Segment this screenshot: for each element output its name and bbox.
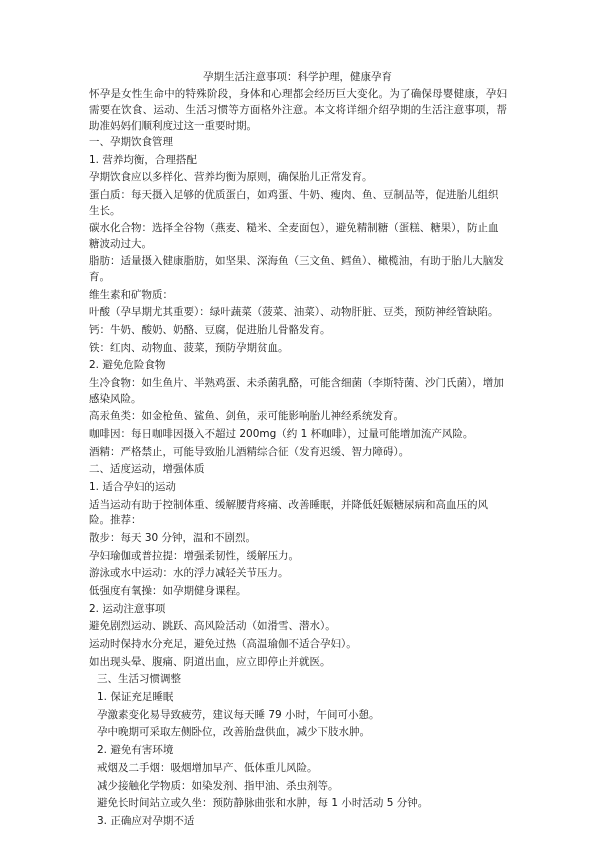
subsection-heading: 2. 运动注意事项 [89,602,166,615]
paragraph: 避免长时间站立或久坐：预防静脉曲张和水肿，每 1 小时活动 5 分钟。 [97,797,429,810]
document-body [89,135,507,832]
subsection-heading: 1. 营养均衡，合理搭配 [89,153,197,166]
paragraph: 孕期饮食应以多样化、营养均衡为原则，确保胎儿正常发育。 [89,171,373,184]
paragraph: 碳水化合物：选择全谷物（燕麦、糙米、全麦面包），避免精制糖（蛋糕、糖果），防止血糖波动过大。 [89,222,499,250]
paragraph: 蛋白质：每天摄入足够的优质蛋白，如鸡蛋、牛奶、瘦肉、鱼、豆制品等，促进胎儿组织生长。 [89,189,499,217]
paragraph: 避免剧烈运动、跳跃、高风险活动（如滑雪、潜水）。 [89,620,336,633]
paragraph: 低强度有氧操：如孕期健身课程。 [89,584,247,597]
paragraph: 脂肪：适量摄入健康脂肪，如坚果、深海鱼（三文鱼、鳕鱼）、橄榄油，有助于胎儿大脑发育。 [89,255,504,283]
paragraph: 戒烟及二手烟：吸烟增加早产、低体重儿风险。 [97,761,318,774]
paragraph: 孕激素变化易导致疲劳，建议每天睡 79 小时，午间可小憩。 [97,708,380,721]
document-title: 孕期生活注意事项：科学护理，健康孕育 [203,71,392,83]
paragraph: 酒精：严格禁止，可能导致胎儿酒精综合征（发育迟缓、智力障碍）。 [89,445,410,458]
subsection-heading: 3. 正确应对孕期不适 [97,814,195,827]
paragraph: 咖啡因：每日咖啡因摄入不超过 200mg（约 1 杯咖啡），过量可能增加流产风险。 [89,427,474,440]
paragraph: 铁：红肉、动物血、菠菜，预防孕期贫血。 [89,341,289,354]
section-heading: 二、适度运动，增强体质 [89,463,205,476]
paragraph: 钙：牛奶、酸奶、奶酪、豆腐，促进胎儿骨骼发育。 [89,324,331,336]
paragraph: 孕中晚期可采取左侧卧位，改善胎盘供血，减少下肢水肿。 [97,726,370,739]
paragraph: 孕妇瑜伽或普拉提：增强柔韧性，缓解压力。 [89,549,299,562]
paragraph: 高汞鱼类：如金枪鱼、鲨鱼、剑鱼，汞可能影响胎儿神经系统发育。 [89,410,404,423]
paragraph: 生冷食物：如生鱼片、半熟鸡蛋、未杀菌乳酪，可能含细菌（李斯特菌、沙门氏菌），增加感染风险。 [89,377,504,405]
paragraph: 叶酸（孕早期尤其重要）：绿叶蔬菜（菠菜、油菜）、动物肝脏、豆类，预防神经管缺陷。 [89,306,499,319]
paragraph: 减少接触化学物质：如染发剂、指甲油、杀虫剂等。 [97,779,339,792]
subsection-heading: 1. 适合孕妇的运动 [89,481,176,493]
paragraph: 游泳或水中运动：水的浮力减轻关节压力。 [89,567,289,580]
paragraph: 散步：每天 30 分钟，温和不剧烈。 [89,531,257,544]
paragraph: 适当运动有助于控制体重、缓解腰背疼痛、改善睡眠，并降低妊娠糖尿病和高血压的风险。推荐： [89,498,488,527]
section-heading: 三、生活习惯调整 [97,673,181,686]
paragraph: 运动时保持水分充足，避免过热（高温瑜伽不适合孕妇）。 [89,638,357,650]
subsection-heading: 2. 避免有害环境 [97,744,174,757]
subsection-heading: 2. 避免危险食物 [89,359,166,372]
paragraph: 如出现头晕、腹痛、阴道出血，应立即停止并就医。 [89,655,331,668]
paragraph: 维生素和矿物质： [89,288,173,301]
intro-paragraph: 怀孕是女性生命中的特殊阶段，身体和心理都会经历巨大变化。为了确保母婴健康，孕妇需要在饮食、运动、生活习惯等方面格外注意。本文将详细介绍孕期的生活注意事项，帮助准妈妈们顺利度过这一重要时期。 [89,88,507,133]
section-heading: 一、孕期饮食管理 [89,136,173,148]
subsection-heading: 1. 保证充足睡眠 [97,691,174,704]
